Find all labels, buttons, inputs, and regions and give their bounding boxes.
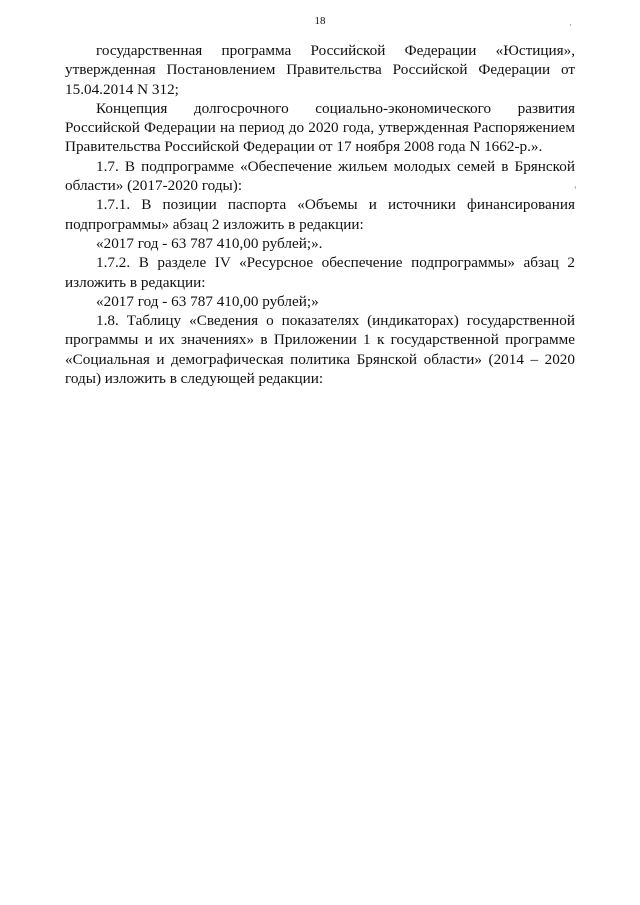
scan-speck-top: ·: [569, 20, 572, 30]
paragraph-1-7-1-value: «2017 год - 63 787 410,00 рублей;».: [96, 234, 323, 252]
paragraph-justice-program: государственная программа Российской Федерации «Юстиция», утвержденная Постановлением Правительства Российской Федерации от 15.04.2014 N 312;: [65, 42, 575, 98]
paragraph-concept: Концепция долгосрочного социально-экономического развития Российской Федерации на период до 2020 года, утвержденная Распоряжением Правительства Российской Федерации от 17 ноября 2008 года N 1662-р.».: [65, 99, 575, 156]
paragraph-1-8: 1.8. Таблицу «Сведения о показателях (индикаторах) государственной программы и их значениях» в Приложении 1 к государственной программе «Социальная и демографическая политика Брянской области» (2014 – 2020 годы) изложить в следующей редакции:: [65, 312, 575, 388]
paragraph-1-7: 1.7. В подпрограмме «Обеспечение жильем молодых семей в Брянской области» (2017-2020 годы):: [65, 157, 575, 195]
page-number: 18: [314, 15, 326, 27]
paragraph-1-7-2: 1.7.2. В разделе IV «Ресурсное обеспечение подпрограммы» абзац 2 изложить в редакции:: [65, 254, 575, 291]
body-text: [65, 41, 575, 388]
paragraph-1-7-2-value: «2017 год - 63 787 410,00 рублей;»: [96, 292, 319, 310]
paragraph-1-7-1: 1.7.1. В позиции паспорта «Объемы и источники финансирования подпрограммы» абзац 2 изложить в редакции:: [65, 196, 575, 233]
scan-speck-mid: ': [574, 185, 576, 195]
